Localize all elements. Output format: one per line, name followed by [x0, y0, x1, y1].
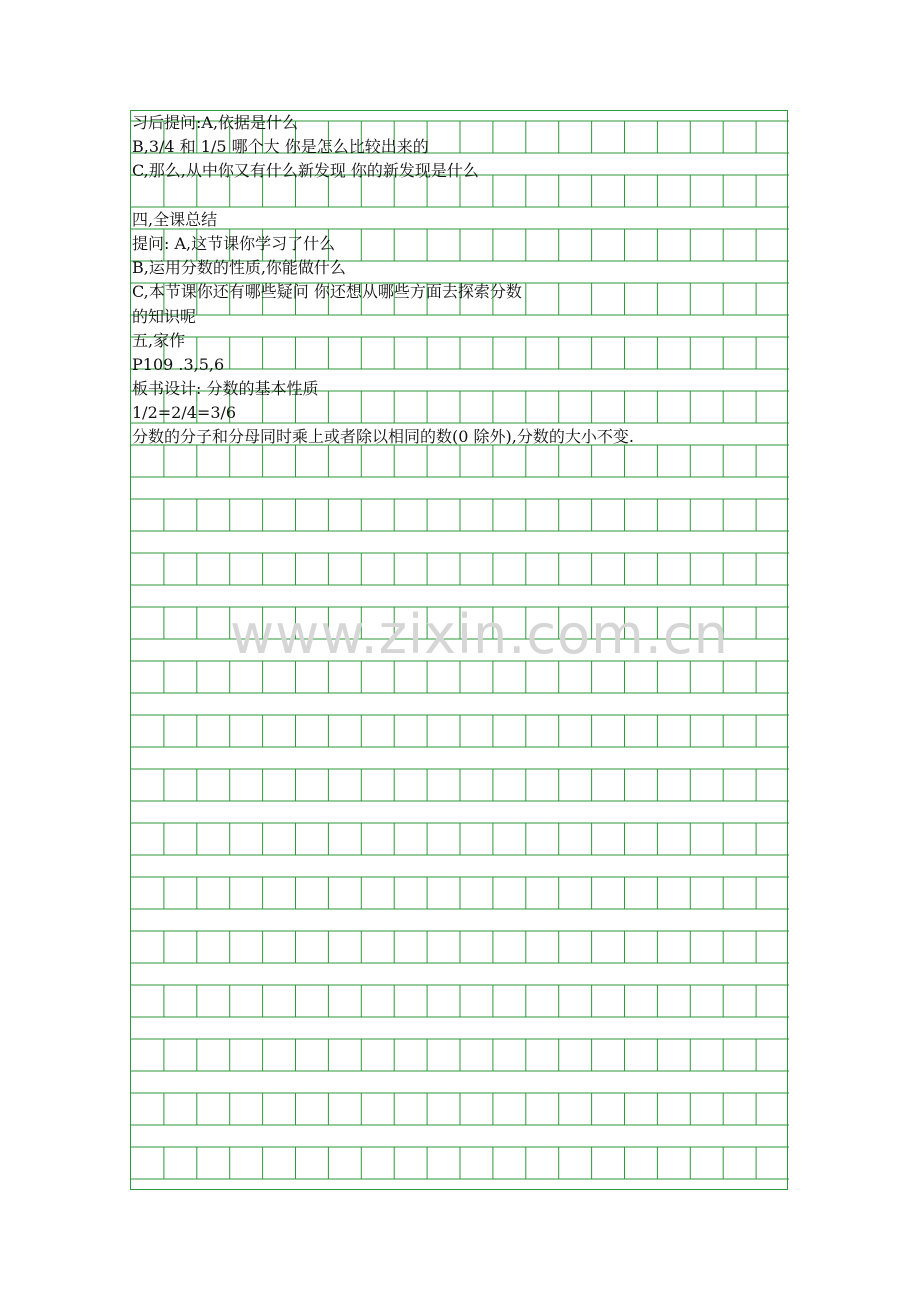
text-line [132, 184, 832, 208]
text-line: 习后提问:A,依据是什么 [132, 113, 299, 132]
text-line: P109 .3,5,6 [132, 354, 225, 374]
section-heading: 五,家作 [132, 330, 186, 350]
text-line: C,本节课你还有哪些疑问 你还想从哪些方面去探索分数 [132, 282, 522, 302]
section-heading: 四,全课总结 [132, 209, 218, 229]
text-line: 1/2=2/4=3/6 [132, 403, 237, 423]
watermark-text: www.zixin.com.cn [230, 603, 729, 666]
text-line: 提问: A,这节课你学习了什么 [132, 233, 336, 253]
document-text [132, 111, 832, 450]
text-line: 板书设计: 分数的基本性质 [132, 379, 319, 399]
text-line: B,3/4 和 1/5 哪个大 你是怎么比较出来的 [132, 137, 429, 157]
text-line: C,那么,从中你又有什么新发现 你的新发现是什么 [132, 161, 479, 181]
text-line: B,运用分数的性质,你能做什么 [132, 258, 346, 278]
text-line: 分数的分子和分母同时乘上或者除以相同的数(0 除外),分数的大小不变. [132, 427, 634, 447]
text-line: 的知识呢 [132, 306, 197, 326]
